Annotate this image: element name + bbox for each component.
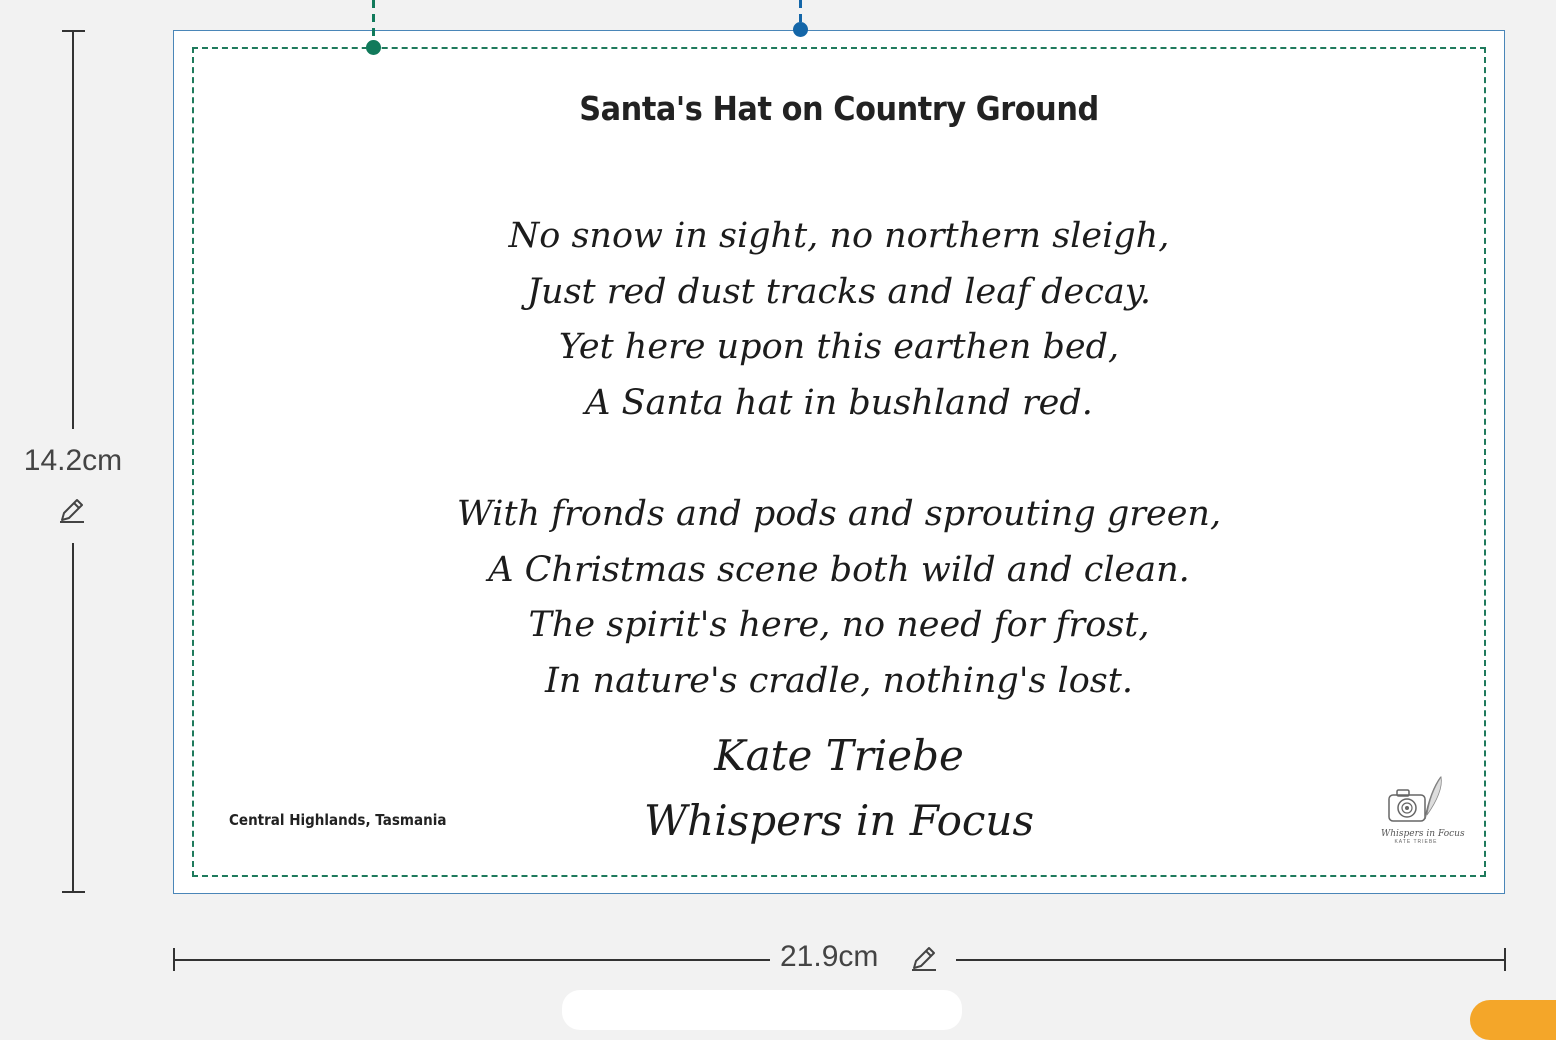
width-ruler-cap-right [1504,948,1506,971]
width-ruler-line-left [174,959,770,961]
height-ruler-line-bottom [72,543,74,892]
bottom-toolbar[interactable] [562,990,962,1030]
poem-line: Just red dust tracks and leaf decay. [527,271,1151,312]
height-ruler-line-top [72,31,74,429]
stanza-1[interactable] [174,209,1504,431]
postcard-canvas[interactable] [173,30,1505,894]
poem-title[interactable]: Santa's Hat on Country Ground [579,89,1099,128]
width-label: 21.9cm [780,940,879,973]
stanza-2[interactable] [174,487,1504,709]
brand-logo[interactable] [1381,773,1465,853]
bleed-handle[interactable] [793,22,808,37]
author-name[interactable]: Kate Triebe [714,731,964,780]
camera-feather-logo-icon [1381,773,1451,829]
edit-height-pencil-icon[interactable] [56,494,88,526]
blue-handle-stem [799,0,802,22]
logo-text: Whispers in Focus [1381,829,1465,839]
height-ruler-cap-bottom [62,891,85,893]
width-ruler-line-right [956,959,1506,961]
poem-line: No snow in sight, no northern sleigh, [508,216,1170,256]
poem-line: Yet here upon this earthen bed, [558,327,1120,367]
height-label: 14.2cm [23,444,123,477]
logo-subtext: KATE TRIEBE [1394,839,1438,845]
width-ruler [0,920,1556,1000]
green-handle-stem [372,0,375,40]
edit-width-pencil-icon[interactable] [908,942,940,974]
poem-line: With fronds and pods and sprouting green, [456,494,1222,534]
location-caption[interactable]: Central Highlands, Tasmania [229,811,447,829]
brand-name[interactable]: Whispers in Focus [643,796,1035,845]
poem-line: In nature's cradle, nothing's lost. [545,660,1133,701]
poem-line: A Christmas scene both wild and clean. [488,549,1190,590]
poem-line: The spirit's here, no need for frost, [528,605,1150,645]
action-button[interactable] [1470,1000,1556,1040]
safe-zone-handle[interactable] [366,40,381,55]
height-ruler [0,0,150,1006]
poem-line: A Santa hat in bushland red. [585,382,1093,423]
